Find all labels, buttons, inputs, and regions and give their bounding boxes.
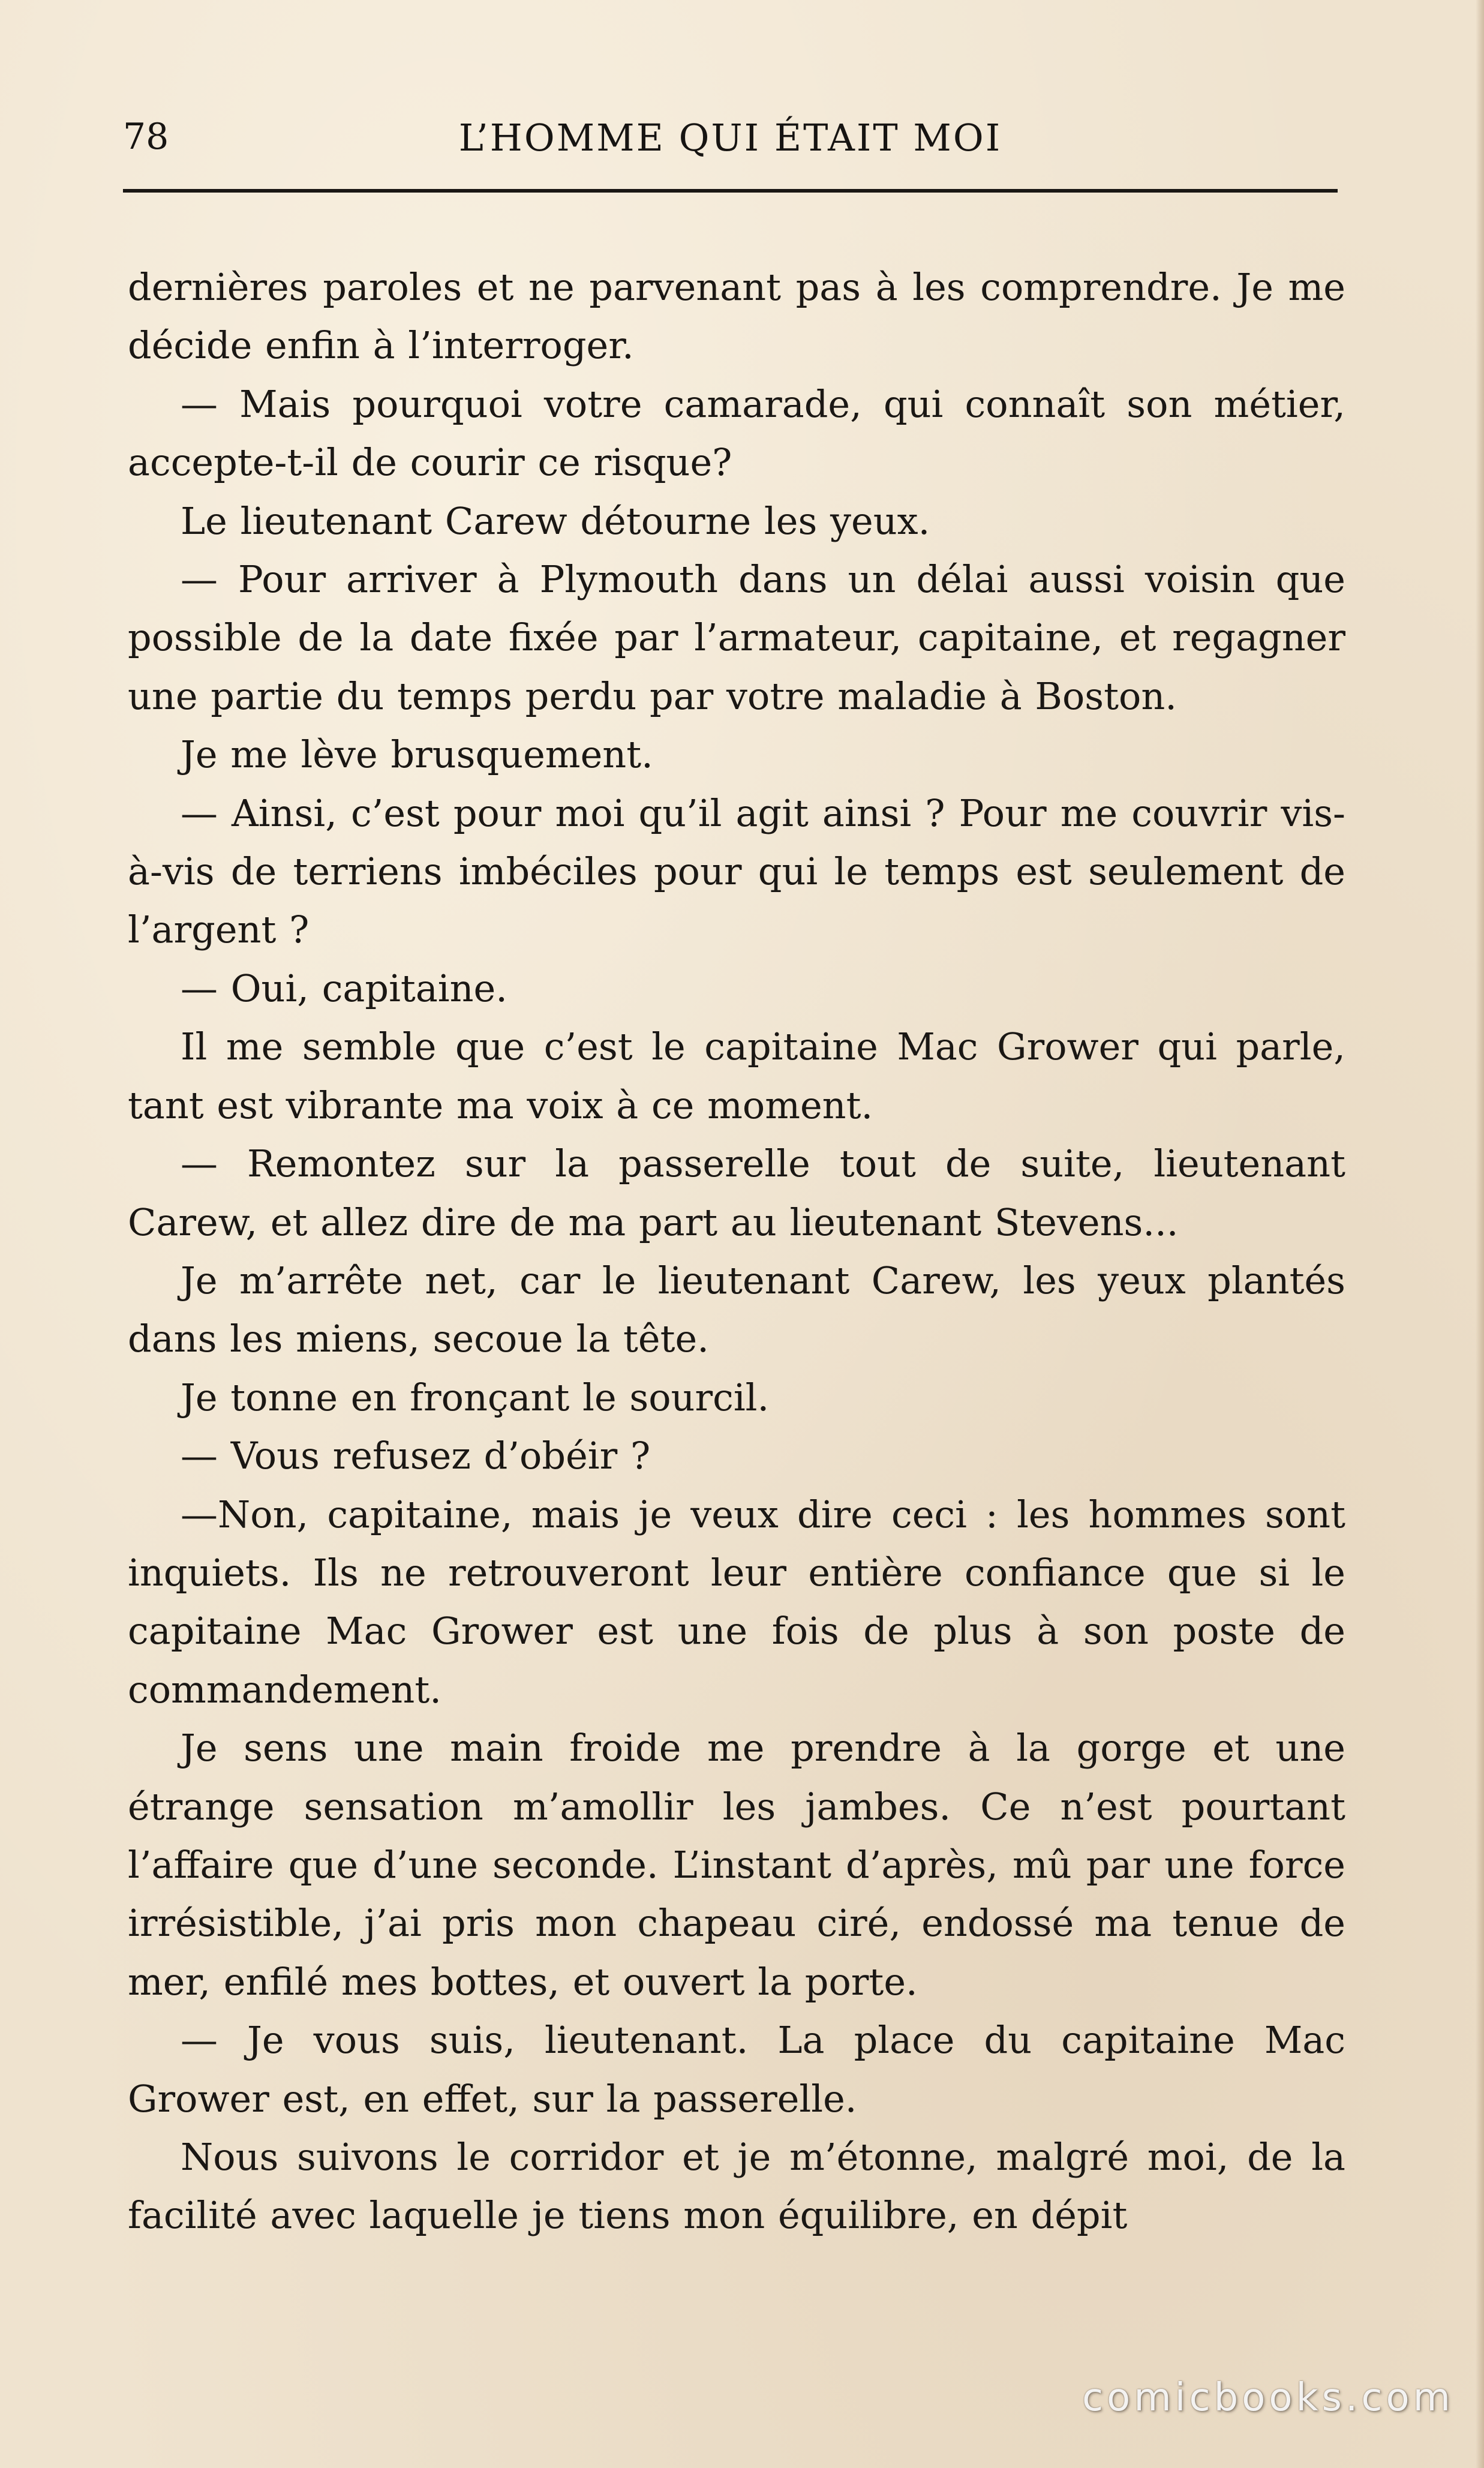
paragraph: Il me semble que c’est le capitaine Mac Grower qui parle, tant est vibrante ma voix à ce moment. [128, 1025, 1345, 1127]
paragraph: Je tonne en fronçant le sourcil. [181, 1375, 770, 1419]
watermark: comicbooks.com [1082, 2376, 1454, 2420]
paragraph: — Oui, capitaine. [181, 966, 507, 1010]
paragraph: Le lieutenant Carew détourne les yeux. [181, 499, 930, 543]
body-text [128, 258, 1345, 2245]
running-header [123, 111, 1338, 171]
paragraph: — Remontez sur la passerelle tout de suite, lieutenant Carew, et allez dire de ma part au lieutenant Stevens... [128, 1142, 1345, 1244]
paragraph: — Mais pourquoi votre camarade, qui connaît son métier, accepte-t-il de courir ce risque? [128, 382, 1345, 485]
header-rule [123, 189, 1338, 193]
paragraph: Je m’arrête net, car le lieutenant Carew, les yeux plantés dans les miens, secoue la tête. [128, 1258, 1345, 1361]
paragraph: — Pour arriver à Plymouth dans un délai aussi voisin que possible de la date fixée par l’armateur, capitaine, et regagner une partie du temps perdu par votre maladie à Boston. [128, 557, 1345, 718]
paragraph: — Ainsi, c’est pour moi qu’il agit ainsi ? Pour me couvrir vis-à-vis de terriens imbéciles pour qui le temps est seulement de l’argent ? [128, 791, 1345, 952]
page-edge-shadow [1476, 0, 1484, 2468]
paragraph: dernières paroles et ne parvenant pas à les comprendre. Je me décide enfin à l’interroger. [128, 265, 1345, 368]
page-number: 78 [123, 116, 169, 158]
paragraph: Je sens une main froide me prendre à la gorge et une étrange sensation m’amollir les jambes. Ce n’est pourtant l’affaire que d’une seconde. L’instant d’après, mû par une force irrésistible, j’ai pris mon chapeau ciré, endossé ma tenue de mer, enfilé mes bottes, et ouvert la porte. [128, 1726, 1345, 2004]
paragraph: Nous suivons le corridor et je m’étonne, malgré moi, de la facilité avec laquelle je tiens mon équilibre, en dépit [128, 2135, 1345, 2238]
paragraph: Je me lève brusquement. [181, 732, 653, 777]
paragraph: — Vous refusez d’obéir ? [181, 1434, 651, 1478]
paragraph: —Non, capitaine, mais je veux dire ceci : les hommes sont inquiets. Ils ne retrouveront leur entière confiance que si le capitaine Mac Grower est une fois de plus à son poste de commandement. [128, 1492, 1345, 1712]
running-title: L’HOMME QUI ÉTAIT MOI [458, 116, 1002, 160]
paragraph: — Je vous suis, lieutenant. La place du capitaine Mac Grower est, en effet, sur la passerelle. [128, 2018, 1345, 2121]
